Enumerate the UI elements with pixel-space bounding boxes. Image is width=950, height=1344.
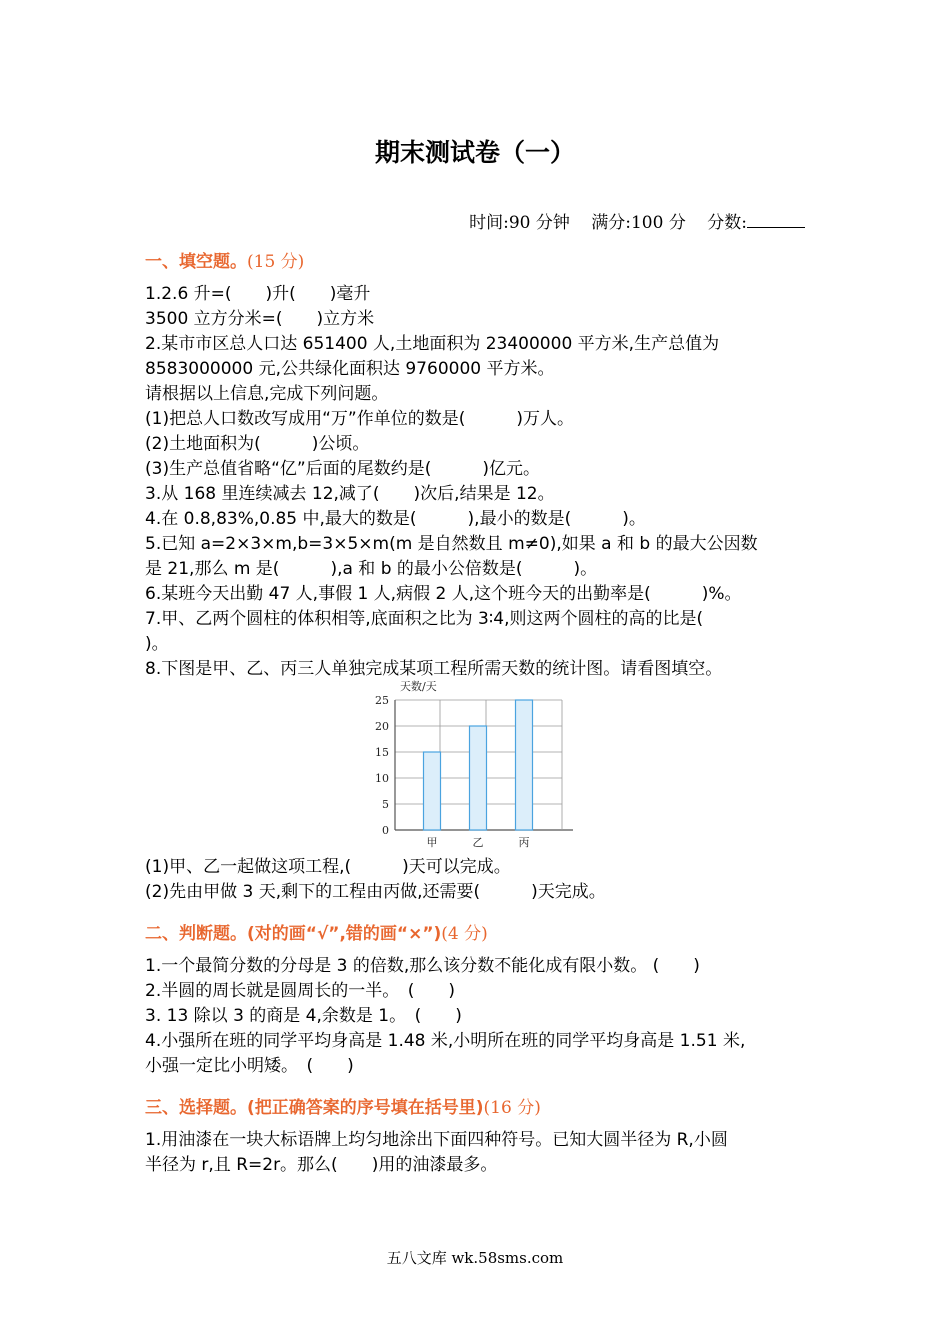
q3: 3.从 168 里连续减去 12,减了( )次后,结果是 12。 bbox=[145, 484, 555, 504]
judge-4-line2: 小强一定比小明矮。 ( ) bbox=[145, 1056, 354, 1076]
y-tick-label: 15 bbox=[375, 746, 389, 759]
time-limit: 时间:90 分钟 bbox=[469, 213, 570, 233]
page-title: 期末测试卷（一） bbox=[374, 138, 575, 167]
y-tick-label: 5 bbox=[382, 798, 389, 811]
bar-丙 bbox=[516, 700, 533, 830]
q7-line1: 7.甲、乙两个圆柱的体积相等,底面积之比为 3∶4,则这两个圆柱的高的比是( bbox=[145, 609, 704, 629]
section-heading: 三、选择题。(把正确答案的序号填在括号里) bbox=[145, 1098, 484, 1118]
x-tick-label: 乙 bbox=[472, 836, 484, 849]
q2-sub1: (1)把总人口数改写成用“万”作单位的数是( )万人。 bbox=[145, 409, 574, 429]
q2-sub2: (2)土地面积为( )公顷。 bbox=[145, 434, 370, 454]
exam-meta bbox=[453, 208, 805, 233]
footer-watermark: 五八文库 wk.58sms.com bbox=[386, 1249, 564, 1267]
q6: 6.某班今天出勤 47 人,事假 1 人,病假 2 人,这个班今天的出勤率是( )%。 bbox=[145, 584, 742, 604]
y-tick-label: 0 bbox=[382, 824, 389, 837]
q8: 8.下图是甲、乙、丙三人单独完成某项工程所需天数的统计图。请看图填空。 bbox=[145, 659, 723, 679]
y-axis-label: 天数/天 bbox=[400, 680, 437, 693]
full-score: 满分:100 分 bbox=[591, 213, 686, 233]
x-tick-label: 丙 bbox=[518, 836, 530, 849]
score-blank bbox=[747, 211, 805, 228]
bar-乙 bbox=[470, 726, 487, 830]
section-choice bbox=[145, 1093, 541, 1118]
x-tick-label: 甲 bbox=[426, 836, 438, 849]
section-judgement bbox=[145, 919, 488, 944]
judge-4-line1: 4.小强所在班的同学平均身高是 1.48 米,小明所在班的同学平均身高是 1.51 米, bbox=[145, 1031, 746, 1051]
q8-sub2: (2)先由甲做 3 天,剩下的工程由丙做,还需要( )天完成。 bbox=[145, 882, 606, 902]
q2-sub3: (3)生产总值省略“亿”后面的尾数约是( )亿元。 bbox=[145, 459, 540, 479]
q2-line2: 8583000000 元,公共绿化面积达 9760000 平方米。 bbox=[145, 359, 555, 379]
q2-line1: 2.某市市区总人口达 651400 人,土地面积为 23400000 平方米,生产总值为 bbox=[145, 334, 720, 354]
section-points: (4 分) bbox=[441, 924, 488, 944]
q1-line2: 3500 立方分米=( )立方米 bbox=[145, 309, 375, 329]
choice-1-line1: 1.用油漆在一块大标语牌上均匀地涂出下面四种符号。已知大圆半径为 R,小圆 bbox=[145, 1130, 728, 1150]
bar-甲 bbox=[424, 752, 441, 830]
section-points: (15 分) bbox=[247, 252, 305, 272]
q2-line3: 请根据以上信息,完成下列问题。 bbox=[145, 384, 389, 404]
bar-chart bbox=[355, 676, 595, 852]
q7-line2: )。 bbox=[145, 634, 169, 654]
q5-line2: 是 21,那么 m 是( ),a 和 b 的最小公倍数是( )。 bbox=[145, 559, 598, 579]
q5-line1: 5.已知 a=2×3×m,b=3×5×m(m 是自然数且 m≠0),如果 a 和 b 的最大公因数 bbox=[145, 534, 758, 554]
section-heading: 一、填空题。 bbox=[145, 252, 247, 272]
score-label: 分数: bbox=[707, 213, 747, 233]
choice-1-line2: 半径为 r,且 R=2r。那么( )用的油漆最多。 bbox=[145, 1155, 498, 1175]
section-fill-blank bbox=[145, 247, 304, 272]
judge-1: 1.一个最简分数的分母是 3 的倍数,那么该分数不能化成有限小数。 ( ) bbox=[145, 956, 700, 976]
y-tick-label: 20 bbox=[375, 720, 389, 733]
q8-sub1: (1)甲、乙一起做这项工程,( )天可以完成。 bbox=[145, 857, 511, 877]
y-tick-label: 25 bbox=[375, 694, 389, 707]
section-points: (16 分) bbox=[483, 1098, 541, 1118]
judge-3: 3. 13 除以 3 的商是 4,余数是 1。 ( ) bbox=[145, 1006, 462, 1026]
q4: 4.在 0.8,83%,0.85 中,最大的数是( ),最小的数是( )。 bbox=[145, 509, 646, 529]
q1-line1: 1.2.6 升=( )升( )毫升 bbox=[145, 284, 371, 304]
judge-2: 2.半圆的周长就是圆周长的一半。 ( ) bbox=[145, 981, 455, 1001]
y-tick-label: 10 bbox=[375, 772, 389, 785]
section-heading: 二、判断题。(对的画“√”,错的画“×”) bbox=[145, 924, 442, 944]
